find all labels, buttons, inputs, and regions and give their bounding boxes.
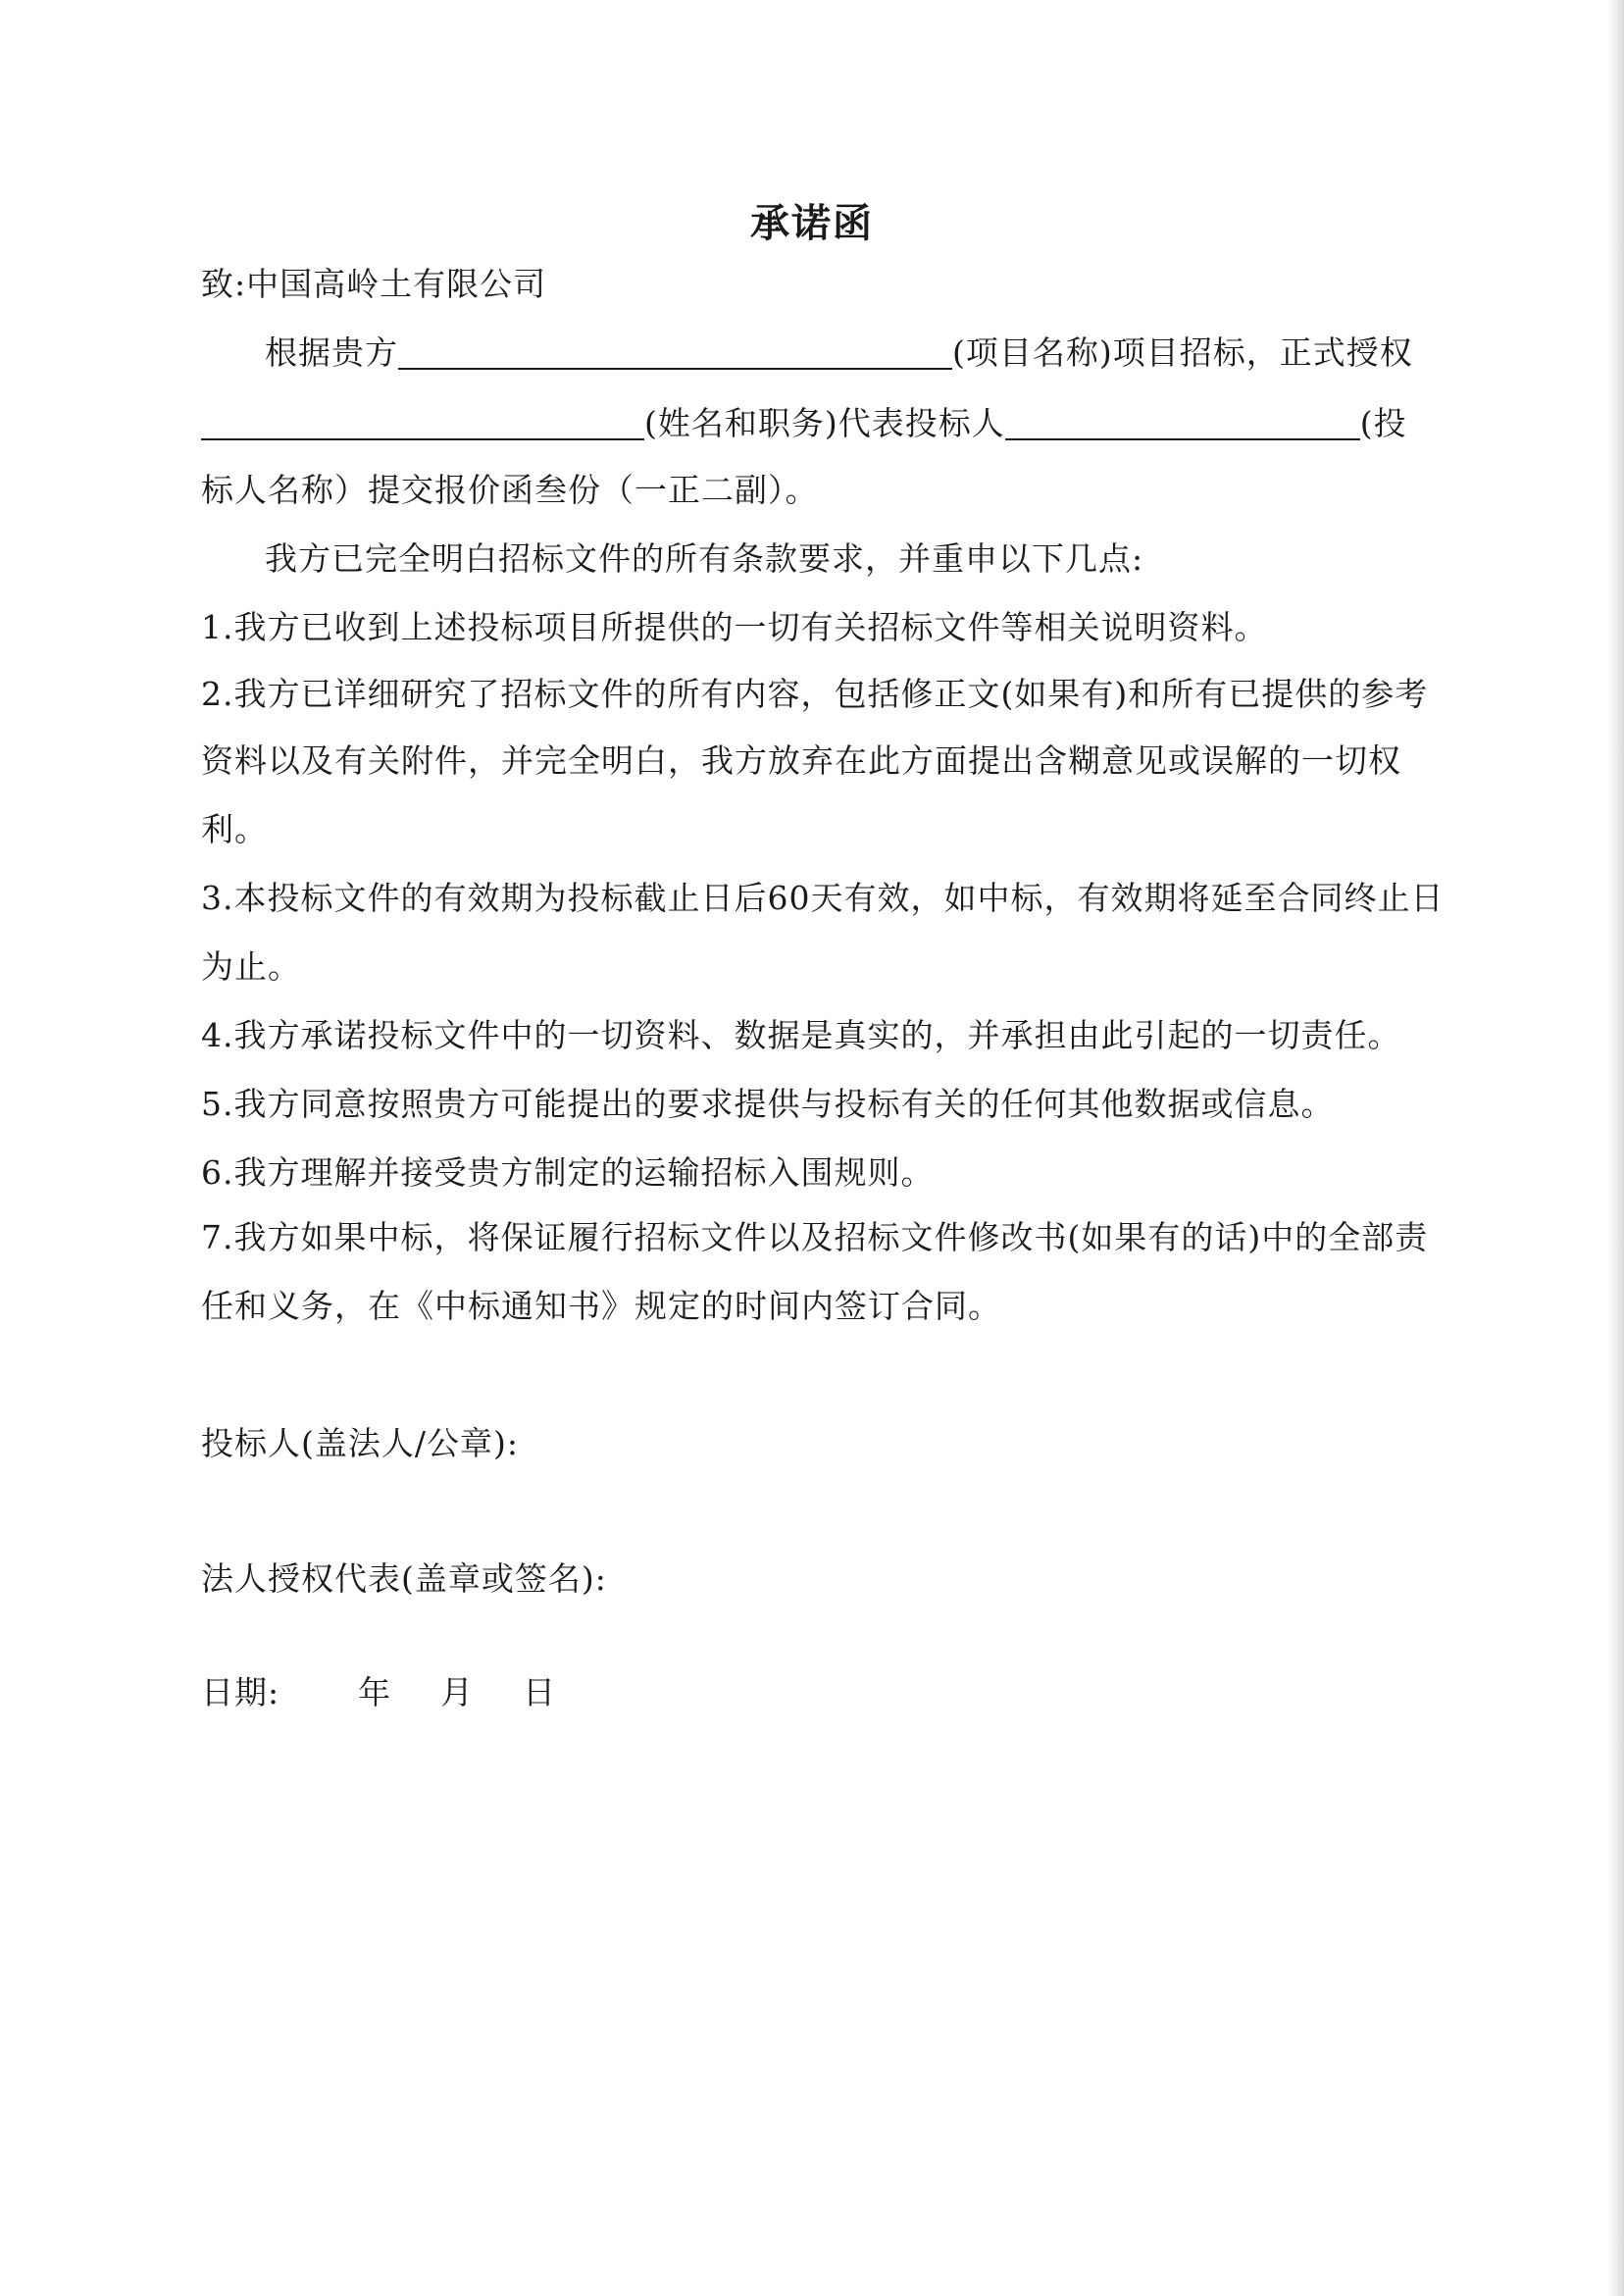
name-title-blank [201, 403, 644, 440]
intro-line-1 [265, 332, 1413, 375]
bidder-seal-label: 投标人(盖法人/公章): [201, 1424, 519, 1462]
list-item: 3.本投标文件的有效期为投标截止日后60天有效，如中标，有效期将延至合同终止日 [201, 879, 1445, 917]
intro-prefix: 根据贵方 [265, 333, 398, 372]
intro-mid-1: (项目名称)项目招标，正式授权 [952, 333, 1413, 372]
list-item: 4.我方承诺投标文件中的一切资料、数据是真实的，并承担由此引起的一切责任。 [201, 1016, 1401, 1054]
intro-line-2 [201, 402, 1407, 445]
project-name-blank [398, 332, 952, 370]
date-year-label: 年 [358, 1673, 392, 1711]
list-item-continued: 资料以及有关附件，并完全明白，我方放弃在此方面提出含糊意见或误解的一切权 [201, 741, 1401, 780]
intro-end-2: (投 [1359, 404, 1407, 442]
list-item-continued: 利。 [201, 810, 268, 848]
recipient-line: 致:中国高岭土有限公司 [201, 265, 547, 303]
list-item-continued: 为止。 [201, 947, 301, 986]
list-item-continued: 任和义务，在《中标通知书》规定的时间内签订合同。 [201, 1287, 1001, 1325]
date-day-label: 日 [523, 1673, 557, 1711]
list-item: 6.我方理解并接受贵方制定的运输招标入围规则。 [201, 1153, 935, 1192]
bidder-name-blank [1005, 403, 1360, 440]
representative-signature-label: 法人授权代表(盖章或签名): [201, 1559, 607, 1598]
list-item: 7.我方如果中标，将保证履行招标文件以及招标文件修改书(如果有的话)中的全部责 [201, 1218, 1429, 1256]
list-item: 2.我方已详细研究了招标文件的所有内容，包括修正文(如果有)和所有已提供的参考 [201, 675, 1429, 713]
list-item: 1.我方已收到上述投标项目所提供的一切有关招标文件等相关说明资料。 [201, 608, 1268, 646]
statement-line: 我方已完全明白招标文件的所有条款要求，并重申以下几点: [265, 539, 1144, 578]
document-title: 承诺函 [750, 200, 874, 246]
intro-line-3: 标人名称）提交报价函叁份（一正二副）。 [201, 471, 819, 509]
intro-mid-2: (姓名和职务)代表投标人 [644, 404, 1005, 442]
page-edge-shadow [1606, 0, 1624, 2296]
date-line [201, 1671, 556, 1714]
list-item: 5.我方同意按照贵方可能提出的要求提供与投标有关的任何其他数据或信息。 [201, 1085, 1335, 1123]
date-month-label: 月 [440, 1673, 475, 1711]
date-label: 日期: [201, 1673, 280, 1711]
